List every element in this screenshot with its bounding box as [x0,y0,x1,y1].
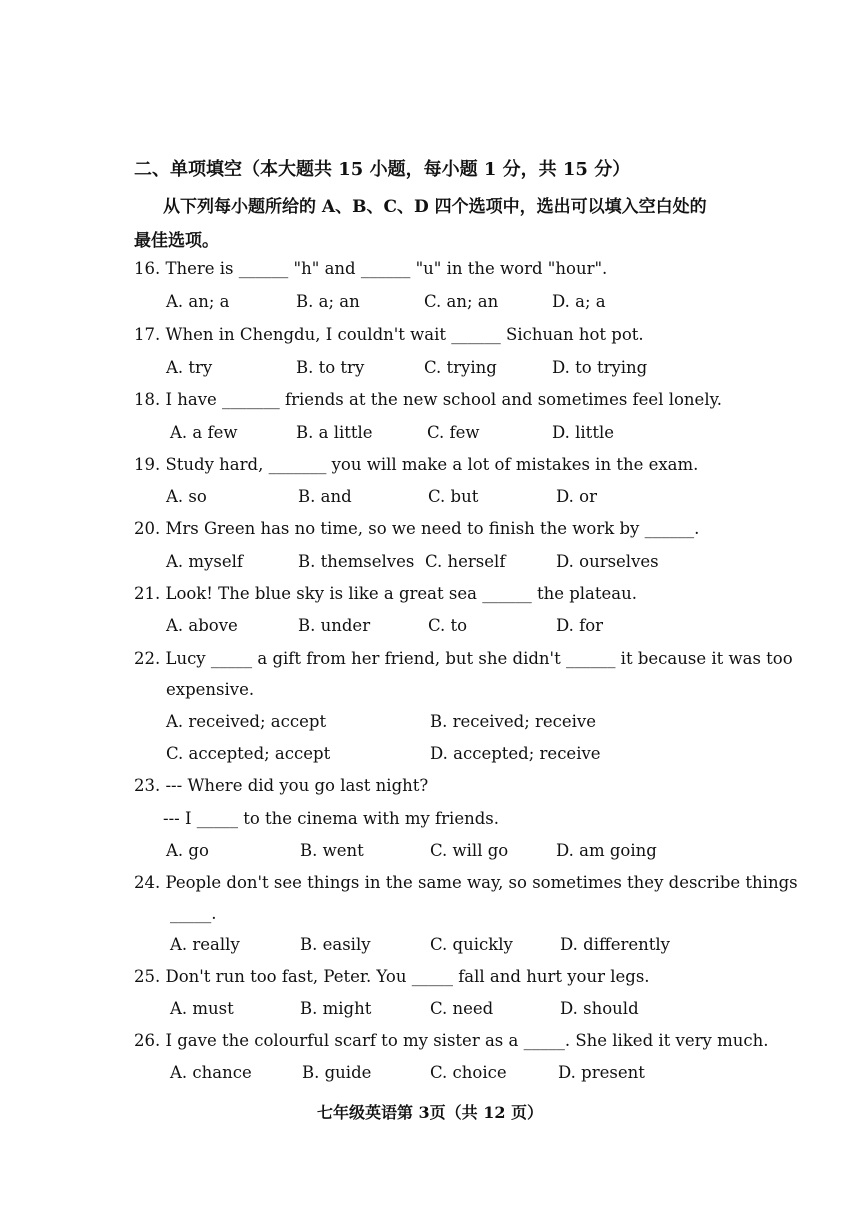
q26-option-b: B. guide [302,1063,372,1082]
q21-option-b: B. under [298,616,371,635]
q20-option-b: B. themselves [298,552,415,571]
question-21: 21. Look! The blue sky is like a great sea ______ the plateau. [134,584,638,603]
question-22-continued: expensive. [166,680,255,699]
q19-option-d: D. or [556,487,597,506]
q21-option-d: D. for [556,616,604,635]
q16-option-d: D. a; a [552,292,606,311]
q20-option-c: C. herself [425,552,506,571]
q25-option-d: D. should [560,999,639,1018]
instruction-line-2: 最佳选项。 [134,231,219,251]
q19-option-c: C. but [428,487,479,506]
question-24-continued: _____. [170,904,217,923]
q17-option-b: B. to try [296,358,365,377]
q23-option-c: C. will go [430,841,509,860]
q26-option-d: D. present [558,1063,645,1082]
question-18: 18. I have _______ friends at the new school and sometimes feel lonely. [134,390,722,409]
q26-option-a: A. chance [170,1063,252,1082]
q19-option-a: A. so [166,487,207,506]
q24-option-b: B. easily [300,935,371,954]
q18-option-d: D. little [552,423,614,442]
question-19: 19. Study hard, _______ you will make a lot of mistakes in the exam. [134,455,699,474]
instruction-line-1: 从下列每小题所给的 A、B、C、D 四个选项中，选出可以填入空白处的 [163,197,707,217]
q25-option-a: A. must [170,999,234,1018]
question-25: 25. Don't run too fast, Peter. You _____ fall and hurt your legs. [134,967,650,986]
q26-option-c: C. choice [430,1063,507,1082]
question-20: 20. Mrs Green has no time, so we need to finish the work by ______. [134,519,700,538]
page-footer: 七年级英语第 3页（共 12 页） [316,1103,544,1122]
question-24: 24. People don't see things in the same way, so sometimes they describe things [134,873,798,892]
question-23-reply: --- I _____ to the cinema with my friends. [163,809,499,828]
q20-option-d: D. ourselves [556,552,659,571]
question-17: 17. When in Chengdu, I couldn't wait ______ Sichuan hot pot. [134,325,644,344]
q24-option-c: C. quickly [430,935,513,954]
question-23: 23. --- Where did you go last night? [134,776,429,795]
q23-option-a: A. go [166,841,209,860]
q23-option-b: B. went [300,841,364,860]
q17-option-d: D. to trying [552,358,648,377]
q21-option-c: C. to [428,616,468,635]
q24-option-d: D. differently [560,935,670,954]
q16-option-a: A. an; a [166,292,230,311]
question-16: 16. There is ______ "h" and ______ "u" in the word "hour". [134,259,608,278]
q23-option-d: D. am going [556,841,657,860]
q17-option-c: C. trying [424,358,497,377]
q17-option-a: A. try [166,358,213,377]
q22-option-b: B. received; receive [430,712,597,731]
q22-option-c: C. accepted; accept [166,744,331,763]
q20-option-a: A. myself [166,552,243,571]
q16-option-b: B. a; an [296,292,360,311]
q21-option-a: A. above [166,616,238,635]
q25-option-b: B. might [300,999,372,1018]
q19-option-b: B. and [298,487,352,506]
question-26: 26. I gave the colourful scarf to my sister as a _____. She liked it very much. [134,1031,769,1050]
q25-option-c: C. need [430,999,494,1018]
question-22: 22. Lucy _____ a gift from her friend, but she didn't ______ it because it was too [134,649,793,668]
q22-option-a: A. received; accept [166,712,327,731]
q24-option-a: A. really [170,935,240,954]
q18-option-a: A. a few [170,423,238,442]
section-title: 二、单项填空（本大题共 15 小题，每小题 1 分，共 15 分） [134,159,631,180]
q18-option-c: C. few [427,423,480,442]
q22-option-d: D. accepted; receive [430,744,601,763]
q16-option-c: C. an; an [424,292,499,311]
q18-option-b: B. a little [296,423,373,442]
